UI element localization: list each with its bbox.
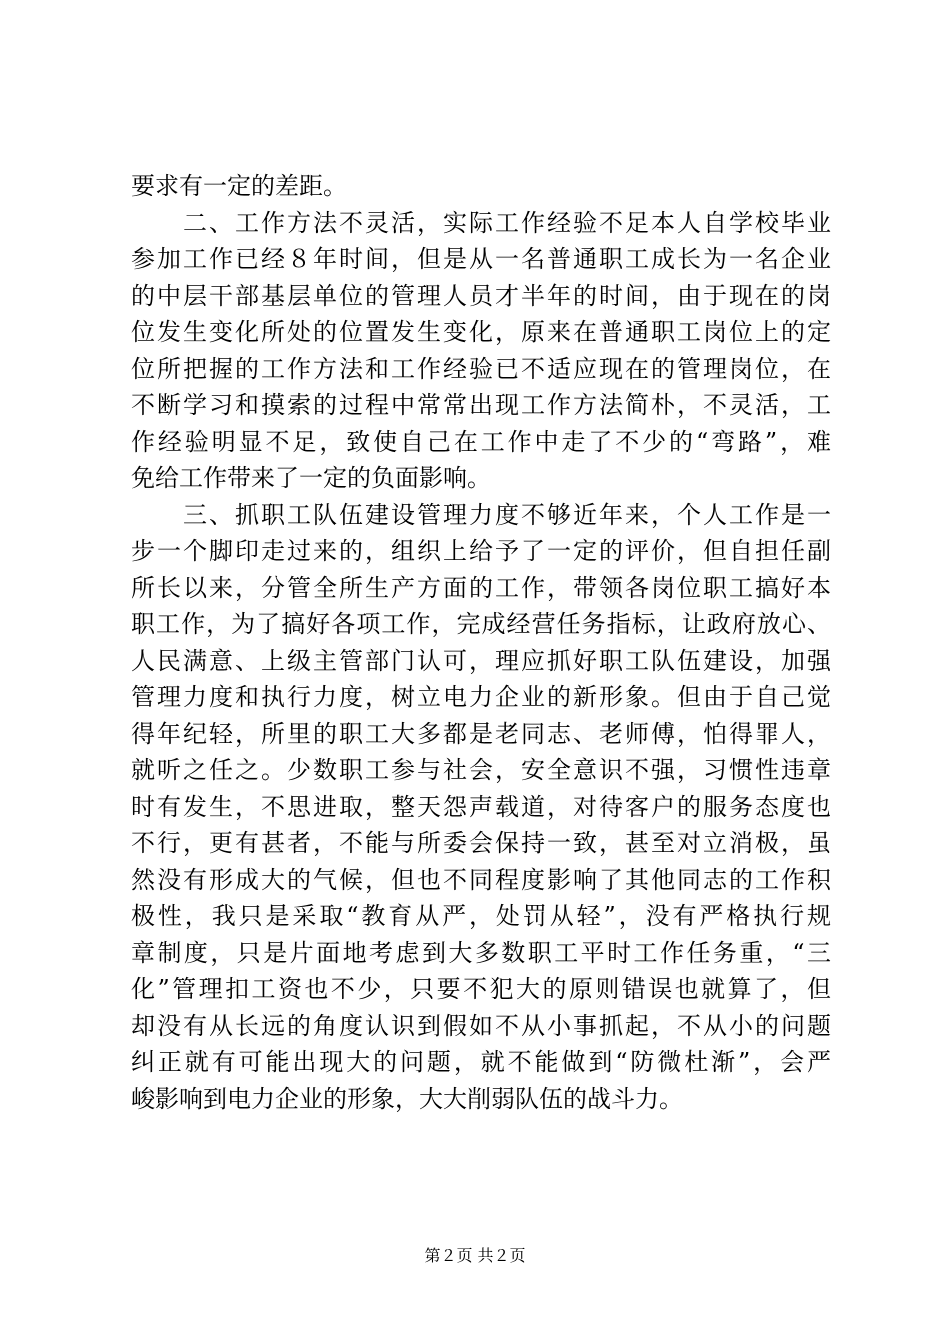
text-line: 职工作，为了搞好各项工作，完成经营任务指标，让政府放心、 (131, 610, 831, 638)
text-line: 峻影响到电力企业的形象，大大削弱队伍的战斗力。 (131, 1084, 683, 1113)
text-line: 却没有从长远的角度认识到假如不从小事抓起，不从小的问题 (131, 1011, 831, 1040)
text-line: 要求有一定的差距。 (131, 172, 347, 200)
text-line: 二、工作方法不灵活，实际工作经验不足本人自学校毕业 (131, 208, 831, 237)
text-line: 人民满意、上级主管部门认可，理应抓好职工队伍建设，加强 (131, 646, 831, 675)
text-line: 极性，我只是采取“教育从严，处罚从轻”，没有严格执行规 (131, 902, 831, 930)
text-line: 所长以来，分管全所生产方面的工作，带领各岗位职工搞好本 (131, 573, 831, 602)
page-number: 第２页 共２页 (424, 1246, 526, 1265)
text-line: 纠正就有可能出现大的问题，就不能做到“防微杜渐”，会严 (131, 1048, 831, 1076)
text-line: 的中层干部基层单位的管理人员才半年的时间，由于现在的岗 (131, 281, 831, 310)
text-line: 作经验明显不足，致使自己在工作中走了不少的“弯路”，难 (131, 427, 831, 456)
text-line: 然没有形成大的气候，但也不同程度影响了其他同志的工作积 (131, 865, 831, 894)
text-line: 三、抓职工队伍建设管理力度不够近年来，个人工作是一 (131, 500, 831, 529)
text-line: 化”管理扣工资也不少，只要不犯大的原则错误也就算了，但 (131, 975, 831, 1003)
text-line: 参加工作已经８年时间，但是从一名普通职工成长为一名企业 (131, 245, 831, 273)
text-line: 时有发生，不思进取，整天怨声载道，对待客户的服务态度也 (131, 792, 831, 821)
text-line: 章制度，只是片面地考虑到大多数职工平时工作任务重，“三 (131, 938, 831, 967)
text-line: 位发生变化所处的位置发生变化，原来在普通职工岗位上的定 (131, 318, 831, 346)
text-line: 得年纪轻，所里的职工大多都是老同志、老师傅，怕得罪人， (131, 719, 831, 748)
text-line: 步一个脚印走过来的，组织上给予了一定的评价，但自担任副 (131, 537, 831, 565)
text-line: 位所把握的工作方法和工作经验已不适应现在的管理岗位，在 (131, 354, 831, 383)
text-line: 管理力度和执行力度，树立电力企业的新形象。但由于自己觉 (131, 683, 831, 711)
body-text (131, 168, 831, 1117)
text-line: 免给工作带来了一定的负面影响。 (131, 464, 491, 492)
text-line: 不断学习和摸索的过程中常常出现工作方法简朴，不灵活，工 (131, 391, 831, 419)
page-footer (0, 1245, 950, 1267)
text-line: 不行，更有甚者，不能与所委会保持一致，甚至对立消极，虽 (131, 829, 831, 857)
text-line: 就听之任之。少数职工参与社会，安全意识不强，习惯性违章 (131, 756, 831, 784)
